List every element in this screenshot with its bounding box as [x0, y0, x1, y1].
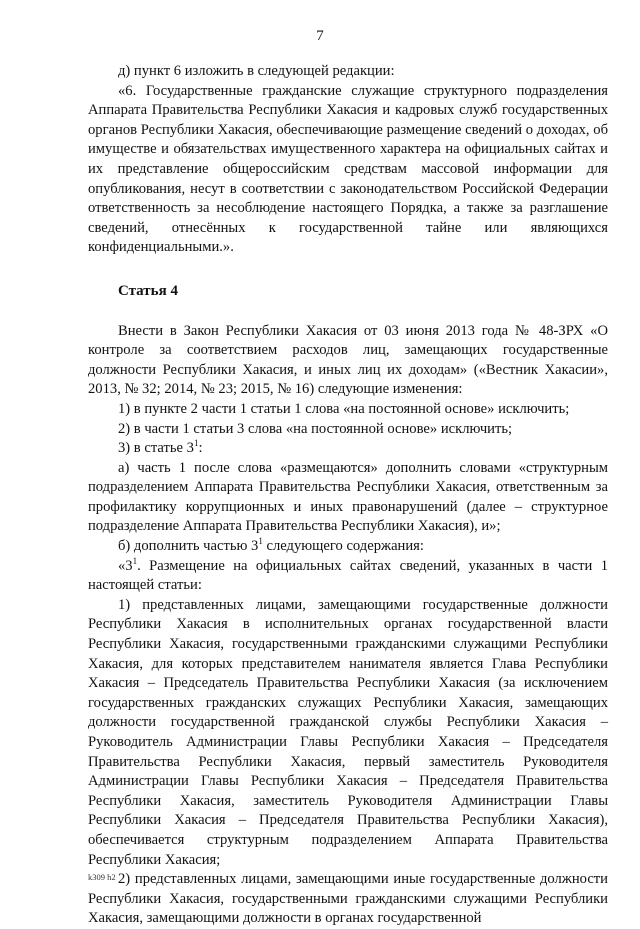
item-b-sup: 1: [258, 536, 263, 547]
item-3-sup: 1: [193, 438, 199, 449]
item-3-suffix: :: [198, 440, 203, 457]
part-3-1-prefix: «3: [118, 557, 133, 574]
paragraph-item-b: [88, 537, 608, 557]
item-b-text: б) дополнить частью 3: [118, 538, 259, 555]
paragraph-item-a: а) часть 1 после слова «размещаются» дополнить словами «структурным подразделением Аппарата Правительства Республики Хакасия, ответственным за профилактику коррупционных и иных правонарушений (далее – структурное подразделение Аппарата Правительства Республики Хакасия), и»;: [88, 459, 608, 535]
paragraph-item-1: 1) в пункте 2 части 1 статьи 1 слова «на постоянной основе» исключить;: [118, 400, 570, 417]
document-body: [88, 62, 608, 929]
paragraph-item-d: д) пункт 6 изложить в следующей редакции:: [118, 63, 395, 79]
footer-code: k309 h2: [88, 872, 116, 882]
paragraph-item-3: [88, 439, 608, 459]
article-heading: Статья 4: [118, 282, 178, 299]
item-3-text: 3) в статье 3: [118, 440, 194, 457]
paragraph-item-2: 2) в части 1 статьи 3 слова «на постоянной основе» исключить;: [118, 420, 513, 437]
paragraph-article-intro: Внести в Закон Республики Хакасия от 03 июня 2013 года № 48-ЗРХ «О контроле за соответствием расходов лиц, замещающих государственные должности Республики Хакасия, и иных лиц их доходам» («Вестник Хакасии», 2013, № 32; 2014, № 23; 2015, № 16) следующие изменения:: [88, 322, 608, 398]
paragraph-subitem-1: 1) представленных лицами, замещающими государственные должности Республики Хакасия в исполнительных органах государственной власти Республики Хакасия, государственными гражданскими служащими Республики Хакасия, для которых представителем нанимателя является Глава Республики Хакасия – Председатель Правительства Республики Хакасия (за исключением государственных гражданских служащих Республики Хакасия, замещающих должности государственной гражданской службы Республики Хакасия – Руководитель Администрации Главы Республики Хакасия – Председателя Правительства Республики Хакасия, первый заместитель Руководителя Администрации Главы Республики Хакасия – Председателя Правительства Республики Хакасия, заместитель Руководителя Администрации Главы Республики Хакасия – Председателя Правительства Республики Хакасия), обеспечивается структурным подразделением Аппарата Правительства Республики Хакасия;: [88, 596, 608, 868]
paragraph-subitem-2: 2) представленных лицами, замещающими иные государственные должности Республики Хакасия, государственными гражданскими служащими Республики Хакасия, замещающими должности в органах государственной: [88, 871, 608, 927]
part-3-1-text: . Размещение на официальных сайтах сведений, указанных в части 1 настоящей статьи:: [88, 557, 608, 594]
paragraph-part-3-1: [88, 557, 608, 596]
paragraph-point-6: «6. Государственные гражданские служащие структурного подразделения Аппарата Правительства Республики Хакасия и кадровых служб государственных органов Республики Хакасия, обеспечивающие размещение сведений о доходах, об имуществе и обязательствах имущественного характера на официальных сайтах и их представление общероссийским средствам массовой информации для опубликования, несут в соответствии с законодательством Российской Федерации ответственность за несоблюдение настоящего Порядка, а также за разглашение сведений, отнесённых к государственной тайне или являющихся конфиденциальными.».: [88, 82, 608, 256]
item-b-suffix: следующего содержания:: [262, 538, 424, 555]
page-number: 7: [316, 28, 324, 44]
part-3-1-sup: 1: [132, 555, 138, 566]
